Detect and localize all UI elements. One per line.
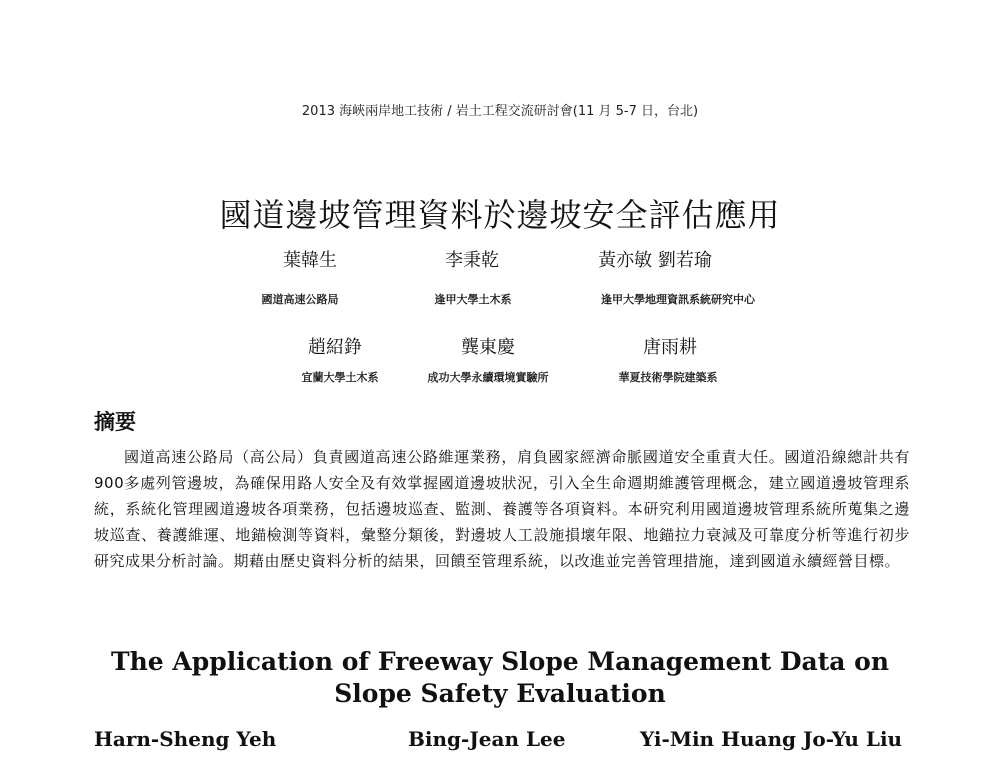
author-en-name: Harn-Sheng Yeh [94,727,277,751]
paper-title-chinese: 國道邊坡管理資料於邊坡安全評估應用 [219,196,781,234]
paper-title-english [0,646,1000,710]
author-name: 李秉乾 [445,250,499,271]
author-name: 趙紹錚 [308,337,362,358]
conference-header: 2013 海峽兩岸地工技術 / 岩土工程交流研討會(11 月 5-7 日，台北) [301,104,699,119]
author-en-row [0,727,1000,757]
author-name: 龔東慶 [461,337,515,358]
author-en-name: Yi-Min Huang Jo-Yu Liu [640,727,903,751]
author-affiliation: 逢甲大學地理資訊系統研究中心 [601,293,755,306]
author-en-name: Bing-Jean Lee [408,727,566,751]
abstract-body: 國道高速公路局（高公局）負責國道高速公路維運業務，肩負國家經濟命脈國道安全重責大任。國道沿線總計共有900多處列管邊坡，為確保用路人安全及有效掌握國道邊坡狀況，引入全生命週期維護管理概念，建立國道邊坡管理系統，系統化管理國道邊坡各項業務，包括邊坡巡查、監測、養護等各項資料。本研究利用國道邊坡管理系統所蒐集之邊坡巡查、養護維運、地錨檢測等資料，彙整分類後，對邊坡人工設施損壞年限、地錨拉力衰減及可靠度分析等進行初步研究成果分析討論。期藉由歷史資料分析的結果，回饋至管理系統，以改進並完善管理措施，達到國道永續經營目標。 [94,448,910,570]
author-affiliation: 成功大學永續環境實驗所 [427,371,549,384]
author-row-1 [0,246,1000,270]
author-affiliation: 逢甲大學土木系 [434,293,512,306]
abstract-heading: 摘要 [94,410,136,434]
author-name: 唐雨耕 [643,337,697,358]
affiliation-row-1 [0,291,1000,315]
author-affiliation: 宜蘭大學土木系 [301,371,379,384]
author-name: 葉韓生 [283,250,337,271]
title-en-line-1: The Application of Freeway Slope Management Data on [110,647,890,676]
author-affiliation: 國道高速公路局 [261,293,339,306]
affiliation-row-2 [0,369,1000,393]
title-en-line-2: Slope Safety Evaluation [334,679,666,708]
author-affiliation: 華夏技術學院建築系 [618,371,718,384]
author-row-2 [0,333,1000,357]
author-name: 黃亦敏 劉若瑜 [598,250,712,271]
